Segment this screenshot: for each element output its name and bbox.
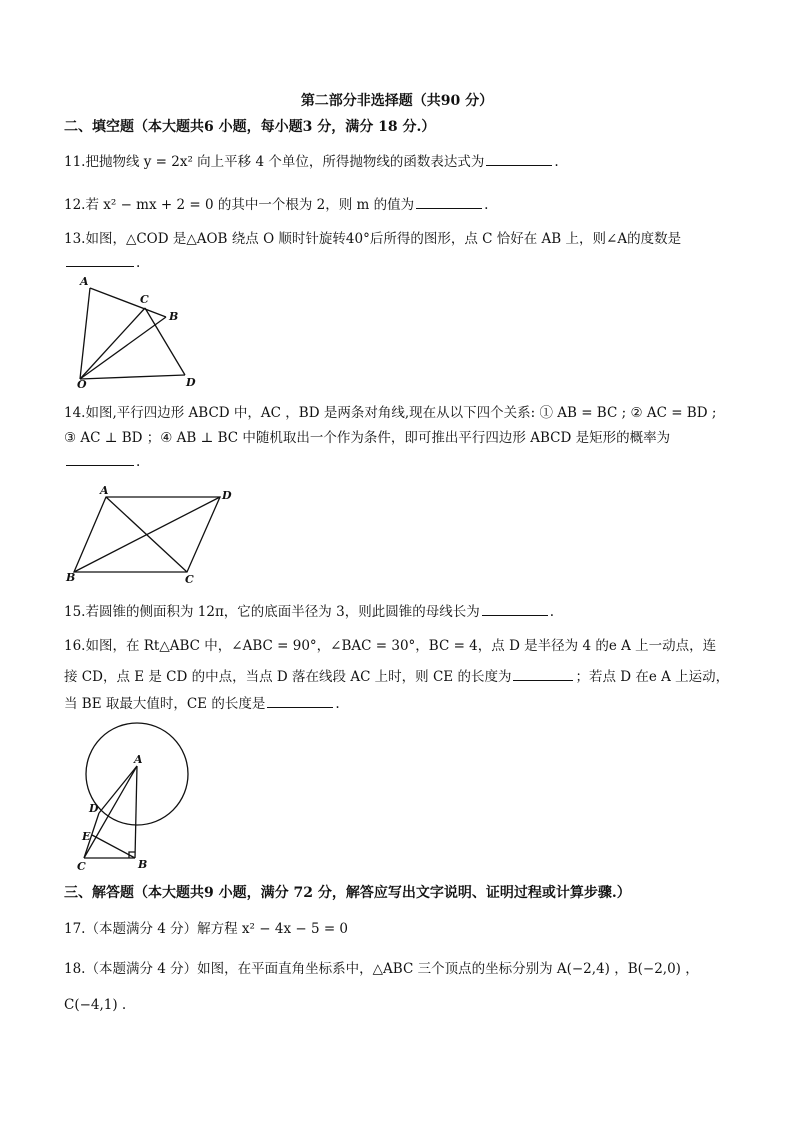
- figure-14: [62, 482, 242, 586]
- q16-text-a: 接 CD，点 E 是 CD 的中点，当点 D 落在线段 AC 上时，则 CE 的长度为: [64, 669, 512, 685]
- question-14-line2: ③ AC ⊥ BD ；④ AB ⊥ BC 中随机取出一个作为条件，即可推出平行四边形 ABCD 是矩形的概率为: [64, 430, 671, 446]
- q12-text: 12.若 x² − mx + 2 = 0 的其中一个根为 2，则 m 的值为: [64, 197, 415, 213]
- question-17: 17.（本题满分 4 分）解方程 x² − 4x − 5 = 0: [64, 921, 349, 937]
- section3-heading: 三、解答题（本大题共9 小题，满分 72 分，解答应写出文字说明、证明过程或计算步骤.）: [64, 885, 631, 901]
- fig16-label-c: C: [77, 860, 86, 873]
- figure-13: [72, 272, 202, 392]
- q16-end: .: [335, 696, 340, 712]
- q11-blank: [486, 151, 552, 166]
- question-16-line3: [64, 692, 340, 712]
- q13-answer-line: [64, 252, 140, 271]
- q11-end: .: [554, 154, 559, 170]
- fig16-label-a: A: [134, 753, 143, 766]
- fig14-label-a: A: [100, 484, 109, 497]
- part-title: 第二部分非选择题（共90 分）: [300, 93, 494, 109]
- q12-blank: [416, 194, 482, 209]
- question-18-line2: C(−4,1) .: [64, 997, 127, 1013]
- q11-text: 11.把抛物线 y = 2x² 向上平移 4 个单位，所得抛物线的函数表达式为: [64, 154, 485, 170]
- question-15: [64, 600, 554, 620]
- q12-end: .: [484, 197, 489, 213]
- q13-end: .: [136, 255, 141, 271]
- question-16-line1: 16.如图，在 Rt△ABC 中，∠ABC = 90°，∠BAC = 30°，BC = 4，点 D 是半径为 4 的e A 上一动点，连: [64, 638, 717, 654]
- question-11: [64, 150, 559, 170]
- q13-blank: [66, 252, 134, 267]
- q14-answer-line: [64, 451, 140, 470]
- fig14-label-c: C: [185, 573, 194, 586]
- question-13: 13.如图，△COD 是△AOB 绕点 O 顺时针旋转40°后所得的图形，点 C 恰好在 AB 上，则∠A的度数是: [64, 231, 682, 247]
- q15-blank: [482, 601, 548, 616]
- q14-blank: [66, 451, 134, 466]
- fig13-label-a: A: [80, 275, 89, 288]
- fig16-label-b: B: [138, 858, 148, 871]
- fig13-label-c: C: [140, 293, 149, 306]
- fig14-label-b: B: [66, 571, 76, 584]
- q16-blank-2: [267, 693, 333, 708]
- q16-text-c: 当 BE 取最大值时，CE 的长度是: [64, 696, 266, 712]
- fig13-label-o: O: [77, 378, 87, 391]
- fig13-label-b: B: [169, 310, 179, 323]
- question-16-line2: [64, 665, 729, 685]
- q15-text: 15.若圆锥的侧面积为 12π，它的底面半径为 3，则此圆锥的母线长为: [64, 604, 480, 620]
- fig14-label-d: D: [222, 489, 232, 502]
- section2-heading: 二、填空题（本大题共6 小题，每小题3 分，满分 18 分.）: [64, 119, 436, 135]
- fig16-label-e: E: [82, 830, 91, 843]
- question-18-line1: 18.（本题满分 4 分）如图，在平面直角坐标系中，△ABC 三个顶点的坐标分别为 A(−2,4) ，B(−2,0) ，: [64, 961, 699, 977]
- q16-text-b: ；若点 D 在e A 上运动，: [575, 669, 730, 685]
- fig13-label-d: D: [186, 376, 196, 389]
- q14-end: .: [136, 454, 141, 470]
- question-14-line1: 14.如图,平行四边形 ABCD 中，AC ，BD 是两条对角线,现在从以下四个关系: ① AB = BC ; ② AC = BD ;: [64, 405, 717, 421]
- q15-end: .: [549, 604, 554, 620]
- fig16-label-d: D: [89, 802, 99, 815]
- figure-16: [72, 716, 202, 876]
- question-12: [64, 193, 488, 213]
- q16-blank-1: [513, 666, 573, 681]
